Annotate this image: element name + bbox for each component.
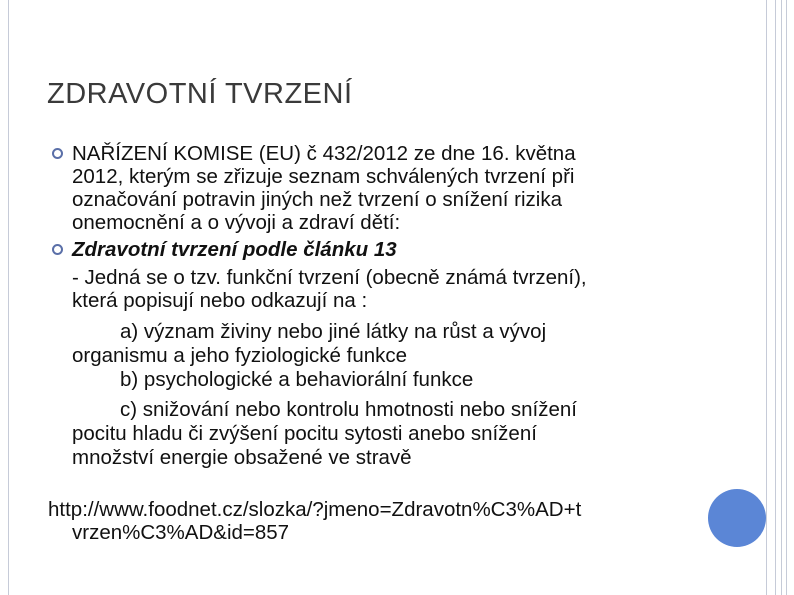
slide-frame-right: [775, 0, 776, 595]
bullet-2-line: která popisují nebo odkazují na :: [72, 289, 368, 312]
decorative-circle: [708, 489, 766, 547]
bullet-2-line: c) snižování nebo kontrolu hmotnosti nebo snížení: [120, 398, 577, 421]
bullet-2-line: množství energie obsažené ve stravě: [72, 446, 412, 469]
slide-frame-right: [786, 0, 787, 595]
bullet-icon: [52, 244, 63, 255]
bullet-1-line: označování potravin jiných než tvrzení o snížení rizika: [72, 188, 562, 211]
slide-frame-left: [8, 0, 9, 595]
source-link[interactable]: vrzen%C3%AD&id=857: [72, 521, 290, 544]
bullet-1-line: onemocnění a o vývoji a zdraví dětí:: [72, 211, 401, 234]
slide-frame-right: [781, 0, 782, 595]
bullet-icon: [52, 148, 63, 159]
bullet-1-line: NAŘÍZENÍ KOMISE (EU) č 432/2012 ze dne 16. května: [72, 142, 576, 165]
bullet-2-line: - Jedná se o tzv. funkční tvrzení (obecně známá tvrzení),: [72, 266, 587, 289]
bullet-2-line: a) význam živiny nebo jiné látky na růst a vývoj: [120, 320, 547, 343]
bullet-1-line: 2012, kterým se zřizuje seznam schválených tvrzení při: [72, 165, 575, 188]
slide-frame-right: [766, 0, 767, 595]
bullet-2-line: pocitu hladu či zvýšení pocitu sytosti anebo snížení: [72, 422, 537, 445]
bullet-2-line: organismu a jeho fyziologické funkce: [72, 344, 408, 367]
bullet-2-line: b) psychologické a behaviorální funkce: [120, 368, 474, 391]
slide-title: ZDRAVOTNÍ TVRZENÍ: [47, 78, 353, 110]
bullet-2-heading: Zdravotní tvrzení podle článku 13: [72, 238, 397, 261]
source-link[interactable]: http://www.foodnet.cz/slozka/?jmeno=Zdravotn%C3%AD+t: [48, 498, 582, 521]
